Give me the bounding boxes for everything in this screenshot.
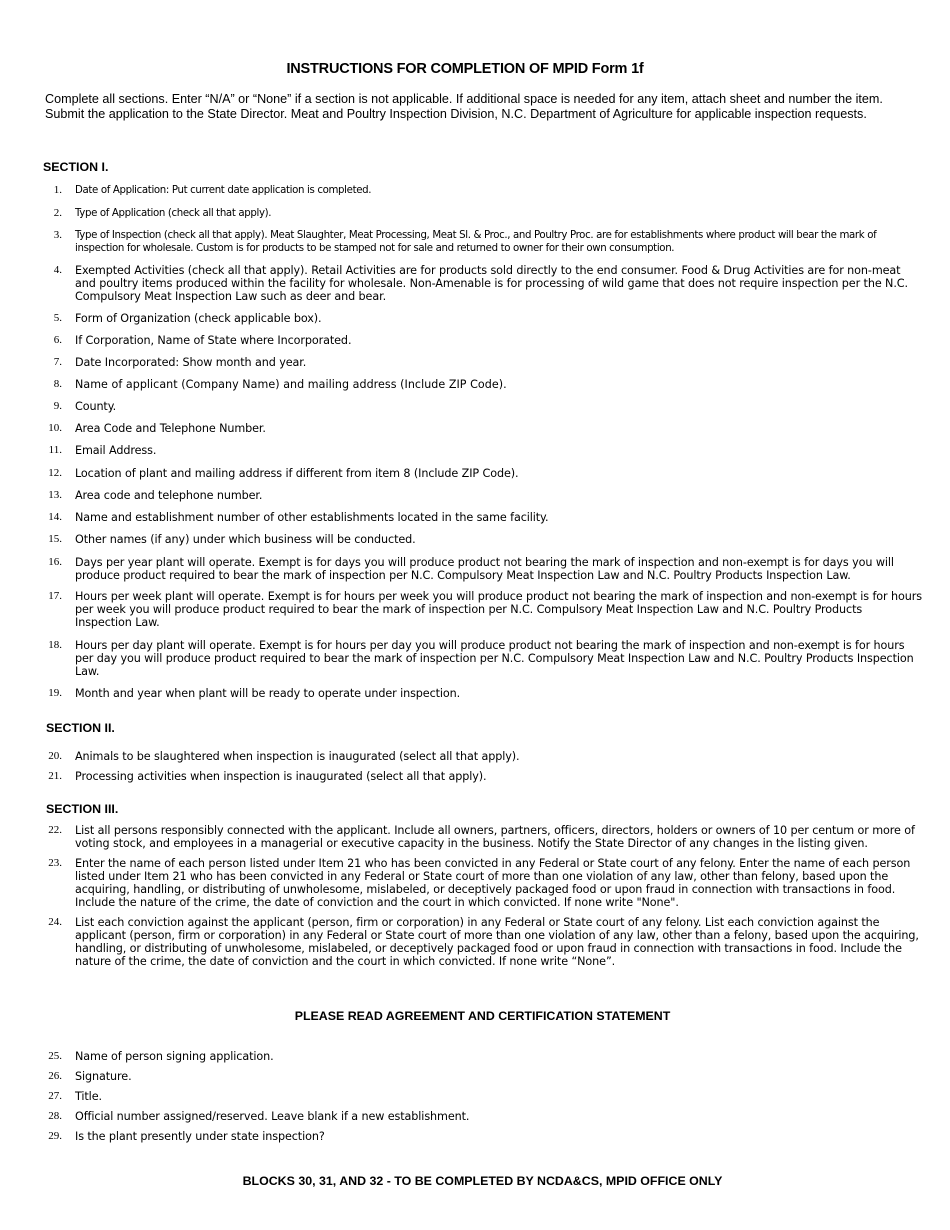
item-text: Other names (if any) under which business will be conducted. — [75, 533, 416, 546]
item-number: 18. — [48, 639, 62, 651]
item-number: 7. — [53, 356, 62, 368]
item-text: Date of Application: Put current date application is completed. — [75, 185, 372, 196]
item-text: If Corporation, Name of State where Incorporated. — [75, 334, 352, 347]
item-number: 1. — [53, 184, 62, 196]
item-text: Signature. — [75, 1070, 132, 1083]
item-text: County. — [75, 400, 117, 413]
section-1-heading: SECTION I. — [43, 160, 109, 174]
item-text: List each conviction against the applicant (person, firm or corporation) in any Federal or State court of any felony. List each conviction against the applicant (person, firm or corporation) in any Federal or State court of more than one violation of any law, other than a felony, based upon the acquiring, handling, or distributing of unwholesome, mislabeled, or deceptively packaged food or upon fraud in connection with transactions in food. Include the nature of the crime, the date of conviction and the court in which convicted. If none write “None”. — [75, 916, 919, 968]
item-number: 11. — [48, 444, 62, 456]
item-number: 2. — [53, 207, 62, 219]
item-number: 16. — [48, 556, 62, 568]
item-text: Title. — [75, 1090, 102, 1103]
item-number: 9. — [53, 400, 62, 412]
item-number: 15. — [48, 533, 62, 545]
item-number: 10. — [48, 422, 62, 434]
item-number: 17. — [48, 590, 62, 602]
item-number: 3. — [53, 229, 62, 241]
item-text: Hours per week plant will operate. Exempt is for hours per week you will produce product not bearing the mark of inspection and non-exempt is for hours per week you will produce product required to bear the mark of inspection per N.C. Compulsory Meat Inspection Law and N.C. Poultry Products Inspection Law. — [75, 590, 922, 629]
item-number: 25. — [48, 1050, 62, 1062]
item-number: 29. — [48, 1130, 62, 1142]
item-text: Email Address. — [75, 444, 157, 457]
item-text: Enter the name of each person listed under Item 21 who has been convicted in any Federal or State court of any felony. Enter the name of each person listed under Item 21 who has been convicted in any Federal or State court of more than one violation of any law, other than felony, based upon the acquiring, handling, or distributing of unwholesome, mislabeled, or deceptively packaged food or upon fraud in connection with transactions in food. Include the nature of the crime, the date of conviction and the court in which convicted. If none write "None". — [75, 857, 911, 909]
item-text: Hours per day plant will operate. Exempt is for hours per day you will produce product not bearing the mark of inspection and non-exempt is for hours per day you will produce product required to bear the mark of inspection per N.C. Compulsory Meat Inspection Law and N.C. Poultry Products Inspection Law. — [75, 639, 914, 678]
agreement-heading: PLEASE READ AGREEMENT AND CERTIFICATION STATEMENT — [294, 1009, 671, 1023]
item-number: 27. — [48, 1090, 62, 1102]
page-title: INSTRUCTIONS FOR COMPLETION OF MPID Form 1f — [286, 61, 644, 77]
item-number: 21. — [48, 770, 62, 782]
item-number: 4. — [53, 264, 62, 276]
item-text: Name and establishment number of other establishments located in the same facility. — [75, 511, 549, 524]
item-text: Location of plant and mailing address if different from item 8 (Include ZIP Code). — [75, 467, 519, 480]
item-text: Month and year when plant will be ready to operate under inspection. — [75, 687, 461, 700]
item-text: Processing activities when inspection is inaugurated (select all that apply). — [75, 770, 487, 783]
section-2-heading: SECTION II. — [46, 721, 115, 735]
item-number: 24. — [48, 916, 62, 928]
office-only-heading: BLOCKS 30, 31, AND 32 - TO BE COMPLETED BY NCDA&CS, MPID OFFICE ONLY — [242, 1174, 723, 1188]
item-text: Official number assigned/reserved. Leave blank if a new establishment. — [75, 1110, 470, 1123]
item-text: Name of person signing application. — [75, 1050, 274, 1063]
item-text: Form of Organization (check applicable box). — [75, 312, 322, 325]
item-text: Area Code and Telephone Number. — [75, 422, 266, 435]
item-number: 20. — [48, 750, 62, 762]
item-text: Days per year plant will operate. Exempt is for days you will produce product not bearing the mark of inspection and non-exempt is for days you will produce product required to bear the mark of inspection per N.C. Compulsory Meat Inspection Law and N.C. Poultry Products Inspection Law. — [75, 556, 894, 582]
intro-paragraph: Complete all sections. Enter “N/A” or “None” if a section is not applicable. If additional space is needed for any item, attach sheet and number the item. Submit the application to the State Director. Meat and Poultry Inspection Division, N.C. Department of Agriculture for applicable inspection requests. — [45, 92, 883, 121]
item-text: List all persons responsibly connected with the applicant. Include all owners, partners, officers, directors, holders or owners of 10 per centum or more of voting stock, and employees in a managerial or executive capacity in the business. Notify the State Director of any changes in the listing given. — [75, 824, 915, 850]
item-number: 8. — [53, 378, 62, 390]
item-number: 5. — [53, 312, 62, 324]
item-number: 22. — [48, 824, 62, 836]
item-number: 26. — [48, 1070, 62, 1082]
item-text: Type of Application (check all that apply). — [75, 208, 272, 219]
item-number: 19. — [48, 687, 62, 699]
item-number: 23. — [48, 857, 62, 869]
item-text: Name of applicant (Company Name) and mailing address (Include ZIP Code). — [75, 378, 507, 391]
item-number: 13. — [48, 489, 62, 501]
item-text: Animals to be slaughtered when inspection is inaugurated (select all that apply). — [75, 750, 520, 763]
item-number: 12. — [48, 467, 62, 479]
item-text: Area code and telephone number. — [75, 489, 263, 502]
item-number: 28. — [48, 1110, 62, 1122]
item-number: 14. — [48, 511, 62, 523]
item-text: Type of Inspection (check all that apply). Meat Slaughter, Meat Processing, Meat Sl. & Proc., and Poultry Proc. are for establishments where product will bear the mark of inspection for wholesale. Custom is for products to be stamped not for sale and returned to owner for their own consumption. — [75, 230, 877, 254]
item-number: 6. — [53, 334, 62, 346]
item-text: Date Incorporated: Show month and year. — [75, 356, 307, 369]
item-text: Is the plant presently under state inspection? — [75, 1130, 325, 1143]
item-text: Exempted Activities (check all that apply). Retail Activities are for products sold directly to the end consumer. Food & Drug Activities are for non-meat and poultry items produced within the facility for wholesale. Non-Amenable is for processing of wild game that does not require inspection per the N.C. Compulsory Meat Inspection Law such as deer and bear. — [75, 264, 908, 303]
section-3-heading: SECTION III. — [46, 802, 119, 816]
